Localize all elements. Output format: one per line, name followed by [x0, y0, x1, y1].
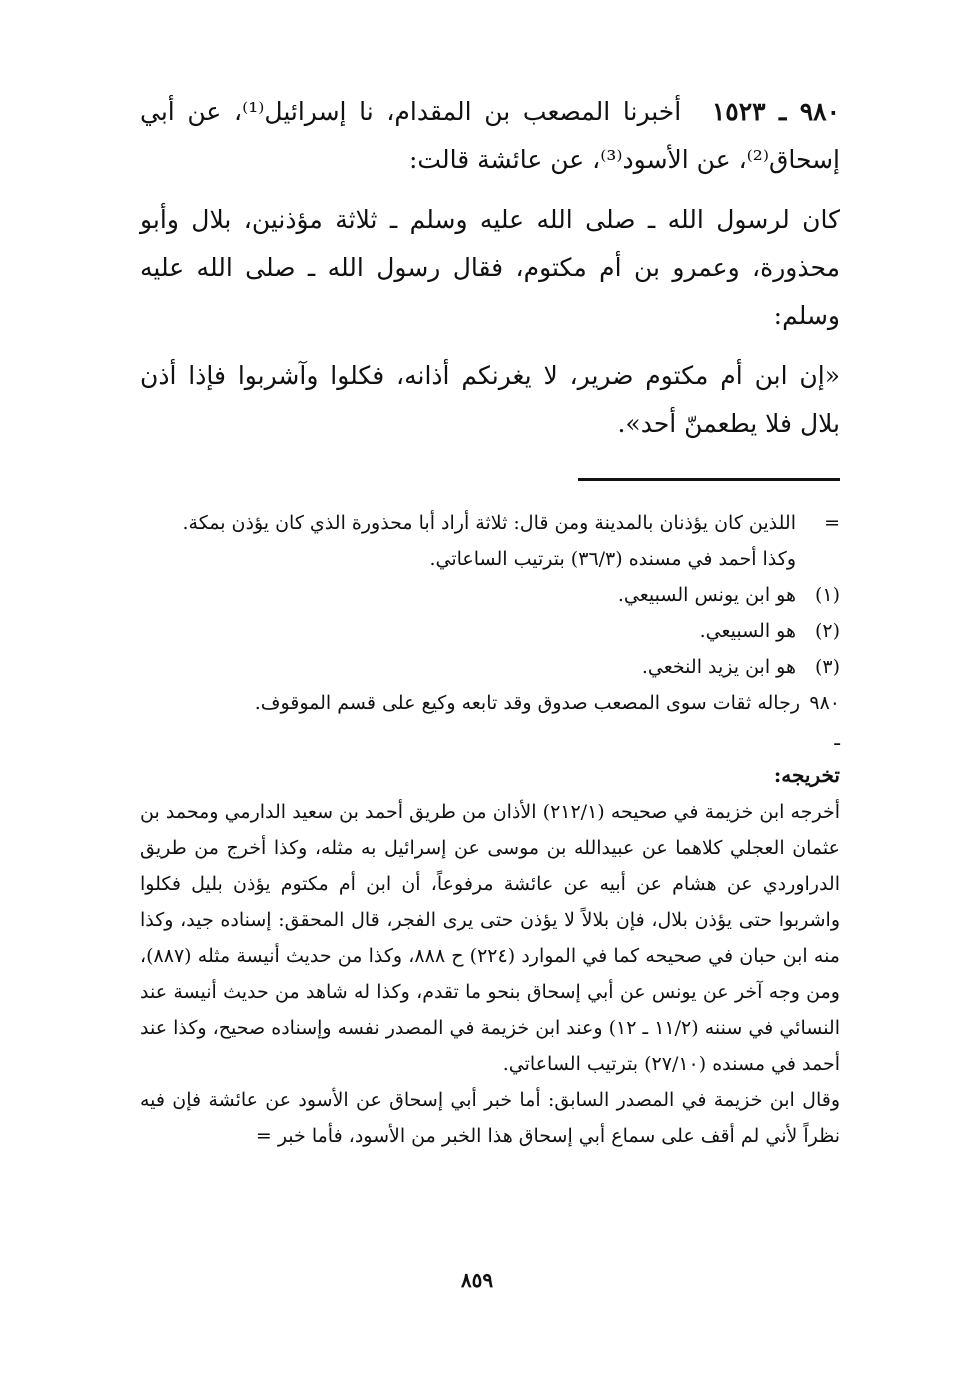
footnote-item — [140, 613, 840, 649]
footnote-number: (١) — [814, 584, 840, 606]
takhrij-paragraph-1: أخرجه ابن خزيمة في صحيحه (٢١٢/١) الأذان من طريق أحمد بن سعيد الدارمي ومحمد بن عثمان العجلي كلاهما عن عبيدالله بن موسى عن إسرائيل به مثله، وكذا أخرج من طريق الدراوردي عن هشام عن أبيه عن عائشة مرفوعاً، أن ابن أم مكتوم يؤذن بليل فكلوا واشربوا حتى يؤذن بلال، فإن بلالاً لا يؤذن حتى يرى الفجر، قال المحقق: إسناده جيد، وكذا منه ابن حبان في صحيحه كما في الموارد (٢٢٤) ح ٨٨٨، وكذا من حديث أنيسة مثله (٨٨٧)، ومن وجه آخر عن يونس عن أبي إسحاق بنحو ما تقدم، وكذا له شاهد من حديث أنيسة عند النسائي في سننه (١١/٢ ـ ١٢) وعند ابن خزيمة في المصدر نفسه وإسناده صحيح، وكذا عند أحمد في مسنده (٢٧/١٠) بترتيب الساعاتي. — [140, 801, 840, 1075]
continuation-mark: = — [824, 512, 840, 534]
grading-note — [140, 685, 840, 757]
footnote-item — [140, 649, 840, 685]
footnote-text: هو السبيعي. — [699, 620, 796, 642]
hadith-matn-2: «إن ابن أم مكتوم ضرير، لا يغرنكم أذانه، فكلوا وآشربوا فإذا أذن بلال فلا يطعمنّ أحد». — [140, 361, 840, 438]
page-body — [140, 88, 840, 1154]
footnote-continuation — [140, 505, 840, 541]
hadith-text — [140, 88, 840, 448]
continuation-text: اللذين كان يؤذنان بالمدينة ومن قال: ثلاثة أراد أبا محذورة الذي كان يؤذن بمكة. — [182, 512, 796, 534]
footnotes — [140, 505, 840, 1154]
takhrij-heading-line — [140, 757, 840, 794]
grading-text: رجاله ثقات سوى المصعب صدوق وقد تابعه وكيع على قسم الموقوف. — [254, 692, 800, 714]
hadith-isnad-paragraph — [140, 88, 840, 184]
takhrij-paragraph-2: وقال ابن خزيمة في المصدر السابق: أما خبر أبي إسحاق عن الأسود عن عائشة فإن فيه نظراً لأني لم أقف على سماع أبي إسحاق هذا الخبر من الأسود، فأما خبر = — [140, 1089, 840, 1147]
footnote-text: هو ابن يونس السبيعي. — [617, 584, 796, 606]
page-number: ٨٥٩ — [460, 1268, 494, 1292]
footnote-separator — [578, 478, 840, 481]
hadith-matn-1: كان لرسول الله ـ صلى الله عليه وسلم ـ ثلاثة مؤذنين، بلال وأبو محذورة، وعمرو بن أم مكتوم، فقال رسول الله ـ صلى الله عليه وسلم: — [140, 205, 840, 330]
hadith-number: ٩٨٠ ـ ١٥٢٣ — [711, 97, 841, 126]
takhrij-heading: تخريجه: — [773, 763, 840, 787]
footnote-number: (٢) — [814, 620, 840, 642]
hadith-isnad: أخبرنا المصعب بن المقدام، نا إسرائيل⁽¹⁾، عن أبي إسحاق⁽²⁾، عن الأسود⁽³⁾، عن عائشة قالت: — [140, 97, 840, 174]
grading-number: ٩٨٠ ـ — [809, 692, 840, 750]
footnote-number: (٣) — [814, 656, 840, 678]
footnote-item — [140, 577, 840, 613]
footnote-text: هو ابن يزيد النخعي. — [641, 656, 796, 678]
continuation-text-2: وكذا أحمد في مسنده (٣٦/٣) بترتيب الساعاتي. — [429, 548, 796, 570]
